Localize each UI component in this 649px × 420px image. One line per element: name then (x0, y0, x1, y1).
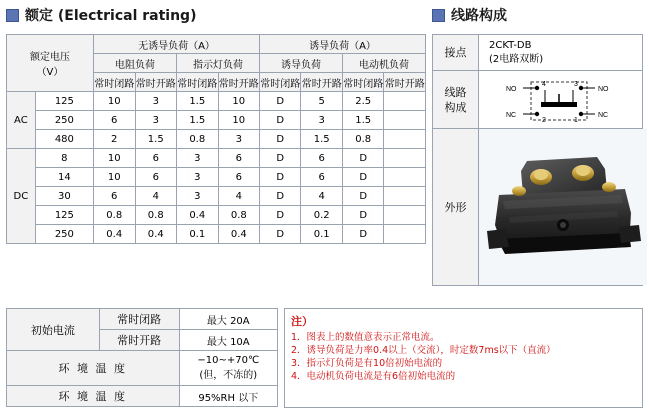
table-row (7, 206, 426, 225)
cell-resistive-nc: 2 (93, 130, 135, 149)
svg-text:4: 4 (541, 80, 546, 88)
circuit-diagram (501, 78, 621, 122)
initial-current-no-label: 常时开路 (99, 330, 179, 351)
cell-motor-nc: D (342, 206, 384, 225)
voltage-cell: 250 (35, 111, 93, 130)
ambient-temperature-value (179, 351, 277, 386)
cell-lamp-nc: 3 (177, 149, 219, 168)
cell-lamp-no: 10 (218, 111, 260, 130)
cell-lamp-no: 6 (218, 168, 260, 187)
cell-motor-no (384, 92, 426, 111)
cell-motor-nc: D (342, 187, 384, 206)
cell-inductive-nc: D (260, 111, 301, 130)
notes-list (291, 331, 636, 383)
svg-text:1: 1 (573, 116, 578, 124)
cell-motor-nc: D (342, 149, 384, 168)
cell-motor-nc: D (342, 225, 384, 244)
voltage-cell: 480 (35, 130, 93, 149)
cell-resistive-nc: 10 (93, 149, 135, 168)
cell-inductive-no: 3 (301, 111, 343, 130)
note-item: 2．诱导负荷是力率0.4以上（交流），时定数7ms以下（直流） (291, 345, 556, 356)
cell-inductive-nc: D (260, 187, 301, 206)
cell-inductive-no: 1.5 (301, 130, 343, 149)
cell-resistive-no: 0.8 (135, 206, 177, 225)
outline-row-label: 外形 (433, 129, 479, 285)
outline-row-value (479, 129, 647, 285)
cell-lamp-nc: 1.5 (177, 92, 219, 111)
product-photo (479, 147, 647, 267)
cell-lamp-nc: 0.8 (177, 130, 219, 149)
cell-inductive-nc: D (260, 130, 301, 149)
cell-motor-nc: 2.5 (342, 92, 384, 111)
cell-lamp-no: 6 (218, 149, 260, 168)
cell-resistive-nc: 10 (93, 92, 135, 111)
square-bullet-icon (6, 9, 19, 22)
cell-resistive-no: 3 (135, 111, 177, 130)
table-row (7, 386, 278, 407)
contact-row (433, 35, 642, 71)
svg-text:NC: NC (505, 111, 516, 119)
cell-lamp-nc: 0.1 (177, 225, 219, 244)
ambient-temperature-value-line1: −10~+70℃ (197, 355, 260, 366)
cell-inductive-no: 4 (301, 187, 343, 206)
contact-type-code: 2CKT-DB (489, 39, 532, 51)
group-non-inductive-header: 无诱导负荷（A） (93, 35, 259, 54)
cell-resistive-no: 3 (135, 92, 177, 111)
cell-lamp-nc: 0.4 (177, 206, 219, 225)
cell-motor-no (384, 130, 426, 149)
initial-current-nc-value: 最大 20A (179, 309, 277, 330)
ac-group-label: AC (7, 92, 36, 149)
rated-voltage-header (7, 35, 94, 92)
table-row (7, 149, 426, 168)
square-bullet-icon (432, 9, 445, 22)
circuit-row-label (433, 71, 479, 128)
circuit-row-value (479, 71, 642, 128)
col-lamp-header: 指示灯负荷 (177, 54, 260, 73)
cell-lamp-no: 3 (218, 130, 260, 149)
cell-inductive-nc: D (260, 168, 301, 187)
cell-inductive-nc: D (260, 206, 301, 225)
col-resistive-header: 电阻负荷 (93, 54, 176, 73)
cell-resistive-no: 6 (135, 149, 177, 168)
contact-row-label: 接点 (433, 35, 479, 70)
sub-nc-3: 常时闭路 (260, 73, 301, 92)
cell-resistive-nc: 6 (93, 111, 135, 130)
table-row (7, 225, 426, 244)
svg-text:NO: NO (597, 85, 608, 93)
cell-inductive-no: 5 (301, 92, 343, 111)
sub-no-3: 常时开路 (301, 73, 343, 92)
rated-voltage-header-line2: （V） (36, 67, 64, 78)
ambient-humidity-label: 环 境 温 度 (7, 386, 180, 407)
voltage-cell: 14 (35, 168, 93, 187)
voltage-cell: 30 (35, 187, 93, 206)
note-item: 1．图表上的数值意表示正常电流。 (291, 332, 440, 343)
cell-inductive-nc: D (260, 225, 301, 244)
table-row (7, 309, 278, 330)
cell-resistive-nc: 0.8 (93, 206, 135, 225)
initial-current-nc-label: 常时闭路 (99, 309, 179, 330)
table-row (7, 130, 426, 149)
circuit-configuration-panel (432, 34, 643, 286)
electrical-rating-title (6, 5, 196, 25)
voltage-cell: 125 (35, 92, 93, 111)
cell-resistive-nc: 0.4 (93, 225, 135, 244)
cell-resistive-no: 1.5 (135, 130, 177, 149)
cell-inductive-nc: D (260, 149, 301, 168)
ambient-temperature-label: 环 境 温 度 (7, 351, 180, 386)
sub-nc-4: 常时闭路 (342, 73, 384, 92)
initial-current-no-value: 最大 10A (179, 330, 277, 351)
cell-inductive-no: 6 (301, 168, 343, 187)
cell-motor-no (384, 206, 426, 225)
cell-lamp-nc: 3 (177, 187, 219, 206)
note-item: 4．电动机负荷电流是有6倍初始电流的 (291, 371, 456, 382)
electrical-rating-table (6, 34, 426, 244)
circuit-row-label-line1: 线路 (444, 85, 467, 99)
svg-text:2: 2 (541, 116, 546, 124)
cell-inductive-no: 6 (301, 149, 343, 168)
cell-motor-no (384, 111, 426, 130)
notes-heading: 注） (291, 315, 313, 328)
cell-inductive-no: 0.1 (301, 225, 343, 244)
cell-motor-nc: D (342, 168, 384, 187)
operating-conditions-table (6, 308, 278, 407)
svg-text:3: 3 (573, 80, 578, 88)
table-row (7, 168, 426, 187)
cell-lamp-no: 10 (218, 92, 260, 111)
cell-motor-no (384, 225, 426, 244)
cell-resistive-no: 4 (135, 187, 177, 206)
initial-current-label: 初始电流 (7, 309, 100, 351)
cell-resistive-no: 0.4 (135, 225, 177, 244)
cell-resistive-no: 6 (135, 168, 177, 187)
product-photo-svg (479, 147, 647, 267)
cell-lamp-nc: 1.5 (177, 111, 219, 130)
note-item: 3．指示灯负荷是有10倍初始电流的 (291, 358, 443, 369)
circuit-row-label-line2: 构成 (444, 100, 467, 114)
circuit-diagram-svg (501, 78, 621, 124)
table-row (7, 92, 426, 111)
cell-inductive-nc: D (260, 92, 301, 111)
table-row (7, 111, 426, 130)
voltage-cell: 250 (35, 225, 93, 244)
circuit-row (433, 71, 642, 129)
circuit-configuration-title (432, 5, 507, 25)
ambient-humidity-value: 95%RH 以下 (179, 386, 277, 407)
cell-lamp-no: 0.4 (218, 225, 260, 244)
notes-panel (284, 308, 643, 408)
table-row (7, 187, 426, 206)
sub-no-2: 常时开路 (218, 73, 260, 92)
svg-text:NO: NO (505, 85, 516, 93)
sub-no-1: 常时开路 (135, 73, 177, 92)
dc-group-label: DC (7, 149, 36, 244)
cell-motor-nc: 0.8 (342, 130, 384, 149)
ambient-temperature-value-line2: (但，不冻的) (199, 370, 258, 381)
cell-motor-no (384, 168, 426, 187)
cell-motor-nc: 1.5 (342, 111, 384, 130)
table-header-row (7, 35, 426, 54)
cell-lamp-no: 0.8 (218, 206, 260, 225)
rated-voltage-header-line1: 额定电压 (29, 52, 70, 63)
sub-nc-1: 常时闭路 (93, 73, 135, 92)
electrical-rating-title-text: 额定 (Electrical rating) (25, 8, 197, 24)
svg-text:NC: NC (597, 111, 608, 119)
group-inductive-header: 诱导负荷（A） (260, 35, 426, 54)
voltage-cell: 8 (35, 149, 93, 168)
cell-motor-no (384, 149, 426, 168)
contact-type-desc: (2电路双断) (489, 53, 544, 65)
cell-resistive-nc: 10 (93, 168, 135, 187)
cell-inductive-no: 0.2 (301, 206, 343, 225)
col-inductive-header: 诱导负荷 (260, 54, 343, 73)
cell-lamp-nc: 3 (177, 168, 219, 187)
col-motor-header: 电动机负荷 (342, 54, 425, 73)
sub-nc-2: 常时闭路 (177, 73, 219, 92)
contact-row-value (479, 35, 642, 70)
table-row (7, 351, 278, 386)
sub-no-4: 常时开路 (384, 73, 426, 92)
circuit-configuration-title-text: 线路构成 (451, 8, 507, 24)
cell-resistive-nc: 6 (93, 187, 135, 206)
outline-row (433, 129, 642, 285)
cell-lamp-no: 4 (218, 187, 260, 206)
cell-motor-no (384, 187, 426, 206)
voltage-cell: 125 (35, 206, 93, 225)
